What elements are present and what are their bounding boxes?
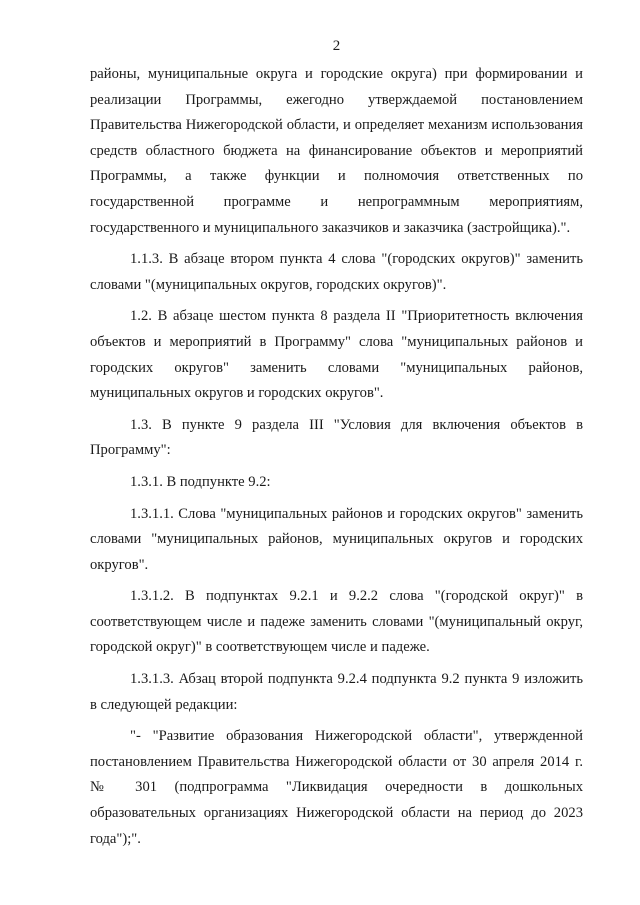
paragraph-1-3-1-3: 1.3.1.3. Абзац второй подпункта 9.2.4 подпункта 9.2 пункта 9 изложить в следующей редакции: <box>90 671 583 713</box>
paragraph-1-3-1: 1.3.1. В подпункте 9.2: <box>130 473 271 490</box>
paragraph-1-3: 1.3. В пункте 9 раздела III "Условия для включения объектов в Программу": <box>90 416 583 459</box>
document-body <box>90 62 583 852</box>
paragraph-quoted-amendment: "- "Развитие образования Нижегородской области", утвержденной постановлением Правительства Нижегородской области от 30 апреля 2014 г. № 301 (подпрограмма "Ликвидация очередности в дошкольных образовательных организациях Нижегородской области на период до 2023 года");". <box>90 728 583 847</box>
paragraph-1-3-1-2: 1.3.1.2. В подпунктах 9.2.1 и 9.2.2 слова "(городской округ)" в соответствующем числе и падеже заменить словами "(муниципальный округ, городской округ)" в соответствующем числе и падеже. <box>90 588 583 656</box>
paragraph-1-2: 1.2. В абзаце шестом пункта 8 раздела II "Приоритетность включения объектов и мероприятий в Программу" слова "муниципальных районов и городских округов" заменить словами "муниципальных районов, муниципальных округов и городских округов". <box>90 308 583 402</box>
page-number: 2 <box>332 38 341 54</box>
paragraph-1-3-1-1: 1.3.1.1. Слова "муниципальных районов и городских округов" заменить словами "муниципальных районов, муниципальных округов и городских округов". <box>90 505 583 573</box>
paragraph-continuation: районы, муниципальные округа и городские округа) при формировании и реализации Программы, ежегодно утверждаемой постановлением Правительства Нижегородской области, и определяет механизм использования средств областного бюджета на финансирование объектов и мероприятий Программы, а также функции и полномочия ответственных по государственной программе и непрограммным мероприятиям, государственного и муниципального заказчиков и заказчика (застройщика).". <box>90 66 583 236</box>
paragraph-1-1-3: 1.1.3. В абзаце втором пункта 4 слова "(городских округов)" заменить словами "(муниципальных округов, городских округов)". <box>90 251 583 293</box>
